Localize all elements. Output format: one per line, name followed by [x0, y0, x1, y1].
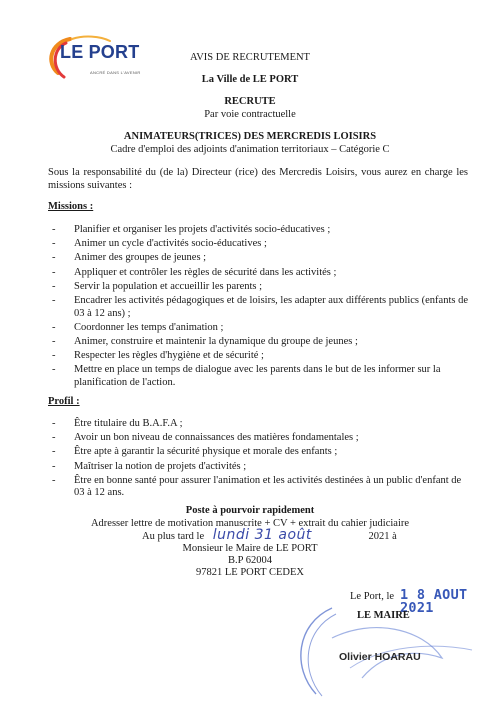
signature-place: Le Port, le [350, 591, 395, 602]
list-item: - Maîtriser la notion de projets d'activités ; [48, 461, 468, 474]
list-item: - Coordonner les temps d'animation ; [48, 322, 468, 335]
employer-name: La Ville de LE PORT [201, 74, 299, 85]
list-item: - Avoir un bon niveau de connaissances des matières fondamentales ; [48, 432, 468, 445]
signatory-name: Olivier HOARAU [339, 651, 421, 663]
deadline-handwritten: lundi 31 août [212, 527, 312, 543]
recrute-heading: RECRUTE [224, 96, 276, 107]
list-item: - Appliquer et contrôler les règles de sécurité dans les activités ; [48, 267, 468, 280]
list-item: - Être apte à garantir la sécurité physique et morale des enfants ; [48, 446, 468, 459]
intro-paragraph: Sous la responsabilité du (de la) Directeur (rice) des Mercredis Loisirs, vous aurez en charge les missions suivantes : [48, 167, 468, 191]
deadline-prefix: Au plus tard le [142, 531, 205, 542]
list-item: - Servir la population et accueillir les parents ; [48, 281, 468, 294]
signatory-role: LE MAIRE [357, 610, 410, 621]
poste-pourvoir: Poste à pourvoir rapidement [185, 505, 315, 516]
list-item: - Respecter les règles d'hygiène et de sécurité ; [48, 350, 468, 363]
list-item: - Animer un cycle d'activités socio-éducatives ; [48, 238, 468, 251]
avis-title: AVIS DE RECRUTEMENT [190, 52, 310, 63]
job-title: ANIMATEURS(TRICES) DES MERCREDIS LOISIRS [123, 131, 377, 142]
deadline-year: 2021 à [368, 531, 397, 542]
date-stamp: 1 8 AOUT 2021 [400, 587, 468, 616]
list-item: - Animer, construire et maintenir la dynamique du groupe de jeunes ; [48, 336, 468, 349]
missions-list [48, 224, 468, 391]
list-item: - Mettre en place un temps de dialogue avec les parents dans le but de les informer sur la planification de l'action. [48, 364, 468, 389]
list-item: - Encadrer les activités pédagogiques et de loisirs, les adapter aux différents publics (enfants de 03 à 12 ans) ; [48, 295, 468, 320]
deadline-line [142, 529, 462, 544]
profil-list [48, 418, 468, 502]
list-item: - Animer des groupes de jeunes ; [48, 252, 468, 265]
adresser-instructions: Adresser lettre de motivation manuscrite + CV + extrait du cahier judiciaire [90, 518, 410, 529]
cadre-emploi: Cadre d'emploi des adjoints d'animation territoriaux – Catégorie C [110, 144, 390, 155]
logo-name: LE PORT [60, 42, 140, 62]
address-line-3: 97821 LE PORT CEDEX [196, 567, 304, 578]
address-line-2: B.P 62004 [228, 555, 272, 566]
address-line-1: Monsieur le Maire de LE PORT [182, 543, 318, 554]
voie-contractuelle: Par voie contractuelle [204, 109, 296, 120]
missions-heading: Missions : [48, 201, 94, 212]
logo-tagline: ANCRÉ DANS L'AVENIR [90, 70, 141, 75]
list-item: - Être titulaire du B.A.F.A ; [48, 418, 468, 431]
list-item: - Être en bonne santé pour assurer l'animation et les activités destinées à un public d'enfant de 03 à 12 ans. [48, 475, 468, 500]
list-item: - Planifier et organiser les projets d'activités socio-éducatives ; [48, 224, 468, 237]
profil-heading: Profil : [48, 396, 80, 407]
